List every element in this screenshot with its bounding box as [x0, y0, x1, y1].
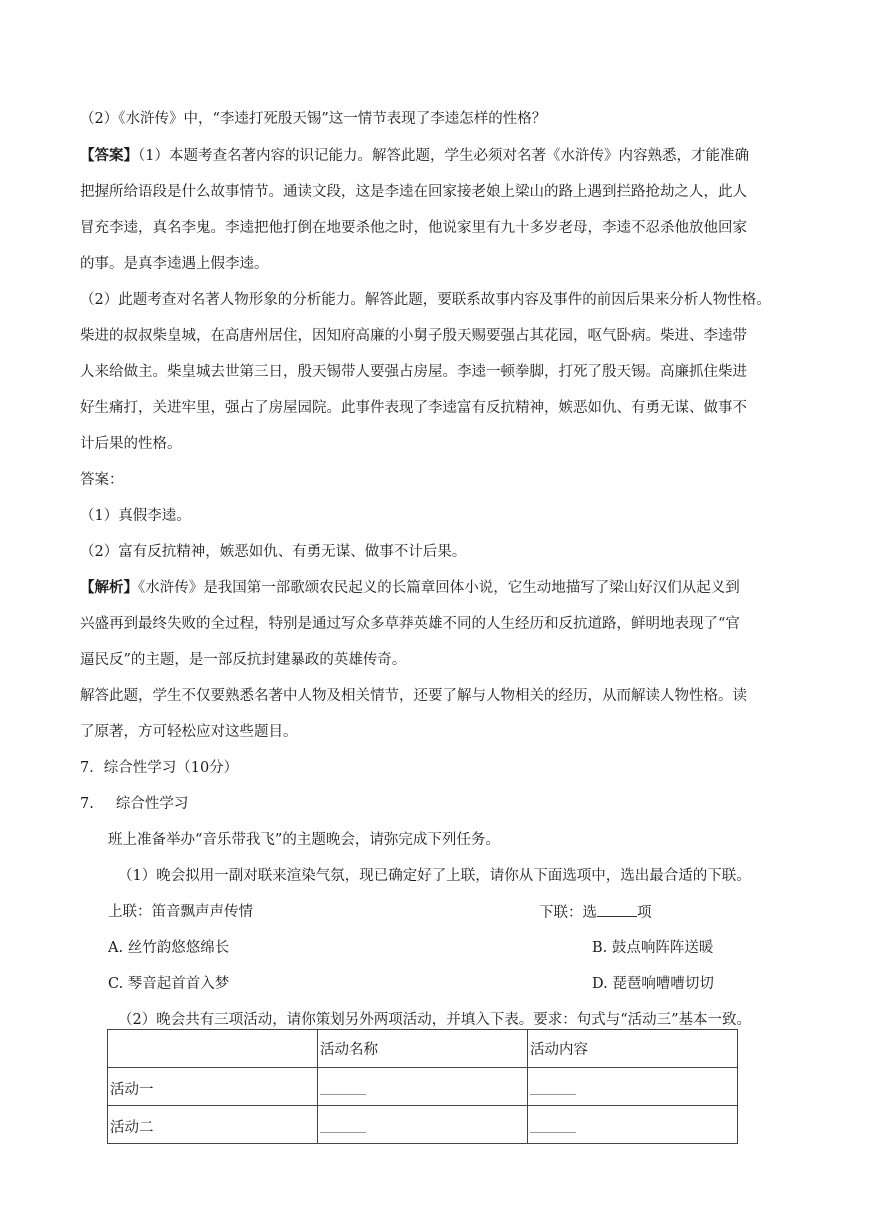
answer-p1-line: 冒充李逵，真名李鬼。李逵把他打倒在地要杀他之时，他说家里有九十多岁老母，李逵不忍杀他放他回家	[80, 220, 747, 236]
analysis-line: 解答此题，学生不仅要熟悉名著中人物及相关情节，还要了解与人物相关的经历，从而解读人物性格。读	[80, 688, 747, 704]
table-row	[108, 1068, 738, 1106]
answer-blank[interactable]	[530, 1116, 576, 1133]
answer-item: （2）富有反抗精神，嫉恶如仇、有勇无谋、做事不计后果。	[80, 544, 467, 560]
answer-item: （1）真假李逵。	[80, 508, 191, 524]
answer-p1-first-line: （1）本题考查名著内容的识记能力。解答此题，学生必须对名著《水浒传》内容熟悉，才能准确	[138, 148, 749, 164]
activity-name-input[interactable]	[318, 1106, 528, 1144]
option-c[interactable]: C. 琴音起首首入梦	[108, 976, 230, 992]
activity-table	[107, 1029, 738, 1144]
table-header-row	[108, 1030, 738, 1068]
answer-blank[interactable]	[320, 1078, 366, 1095]
couplet-lower-suffix: 项	[637, 905, 652, 921]
answer-blank[interactable]	[320, 1116, 366, 1133]
answer-blank[interactable]	[530, 1078, 576, 1095]
analysis-line: 逼民反”的主题，是一部反抗封建暴政的英雄传奇。	[80, 652, 407, 668]
question-2-title: （2）《水浒传》中，“李逵打死殷天锡”这一情节表现了李逵怎样的性格？	[80, 111, 547, 127]
question-7-heading: 7．综合性学习（10分）	[80, 760, 239, 776]
question-7-number: 7.	[80, 796, 94, 812]
question-7-sub2: （2）晚会共有三项活动，请你策划另外两项活动，并填入下表。要求：句式与“活动三”基本一致。	[118, 1012, 752, 1028]
couplet-lower	[539, 902, 652, 923]
option-a[interactable]: A. 丝竹韵悠悠绵长	[108, 940, 230, 956]
analysis-tag: 【解析】	[80, 579, 138, 596]
answer-tag: 【答案】	[80, 147, 138, 164]
answer-p2-line: （2）此题考查对名著人物形象的分析能力。解答此题，要联系故事内容及事件的前因后果来分析人物性格。	[80, 292, 771, 308]
analysis-line: 兴盛再到最终失败的全过程，特别是通过写众多草莽英雄不同的人生经历和反抗道路，鲜明地表现了“官	[80, 616, 740, 632]
answer-p1-line: 把握所给语段是什么故事情节。通读文段，这是李逵在回家接老娘上梁山的路上遇到拦路抢劫之人，此人	[80, 184, 747, 200]
answer-p2-line: 柴进的叔叔柴皇城，在高唐州居住，因知府高廉的小舅子殷天赐要强占其花园，呕气卧病。柴进、李逵带	[80, 328, 747, 344]
answer-p2-line: 计后果的性格。	[80, 436, 182, 452]
activity-content-input[interactable]	[528, 1068, 738, 1106]
table-header-cell: 活动内容	[528, 1030, 738, 1068]
analysis-line: 了原著，方可轻松应对这些题目。	[80, 724, 298, 740]
couplet-lower-prefix: 下联：选	[539, 905, 597, 921]
answer-p2-line: 人来给做主。柴皇城去世第三日，殷天锡带人要强占房屋。李逵一顿拳脚，打死了殷天锡。高廉抓住柴进	[80, 364, 747, 380]
couplet-answer-blank[interactable]	[597, 902, 637, 917]
table-header-cell	[108, 1030, 318, 1068]
question-7-intro: 班上准备举办“音乐带我飞”的主题晚会，请弥完成下列任务。	[108, 832, 500, 848]
table-row-label: 活动二	[108, 1106, 318, 1144]
analysis-paragraph	[80, 578, 740, 598]
answer-p2-line: 好生痛打，关进牢里，强占了房屋园院。此事件表现了李逵富有反抗精神，嫉恶如仇、有勇无谋、做事不	[80, 400, 747, 416]
table-row-label: 活动一	[108, 1068, 318, 1106]
question-7-sub1: （1）晚会拟用一副对联来渲染气氛，现已确定好了上联，请你从下面选项中，选出最合适的下联。	[118, 868, 751, 884]
option-d[interactable]: D. 琵琶响嘈嘈切切	[592, 976, 714, 992]
option-b[interactable]: B. 鼓点响阵阵送暖	[592, 940, 714, 956]
question-7-title-row	[80, 794, 188, 814]
table-row	[108, 1106, 738, 1144]
table-header-cell: 活动名称	[318, 1030, 528, 1068]
analysis-first-line: 《水浒传》是我国第一部歌颂农民起义的长篇章回体小说，它生动地描写了梁山好汉们从起义到	[138, 580, 740, 596]
activity-content-input[interactable]	[528, 1106, 738, 1144]
answer-p1-line: 的事。是真李逵遇上假李逵。	[80, 256, 269, 272]
couplet-upper: 上联：笛音飘声声传情	[108, 904, 253, 920]
answer-paragraph-1	[80, 146, 749, 166]
activity-name-input[interactable]	[318, 1068, 528, 1106]
answer-label: 答案：	[80, 472, 124, 488]
question-7-title: 综合性学习	[115, 796, 189, 812]
